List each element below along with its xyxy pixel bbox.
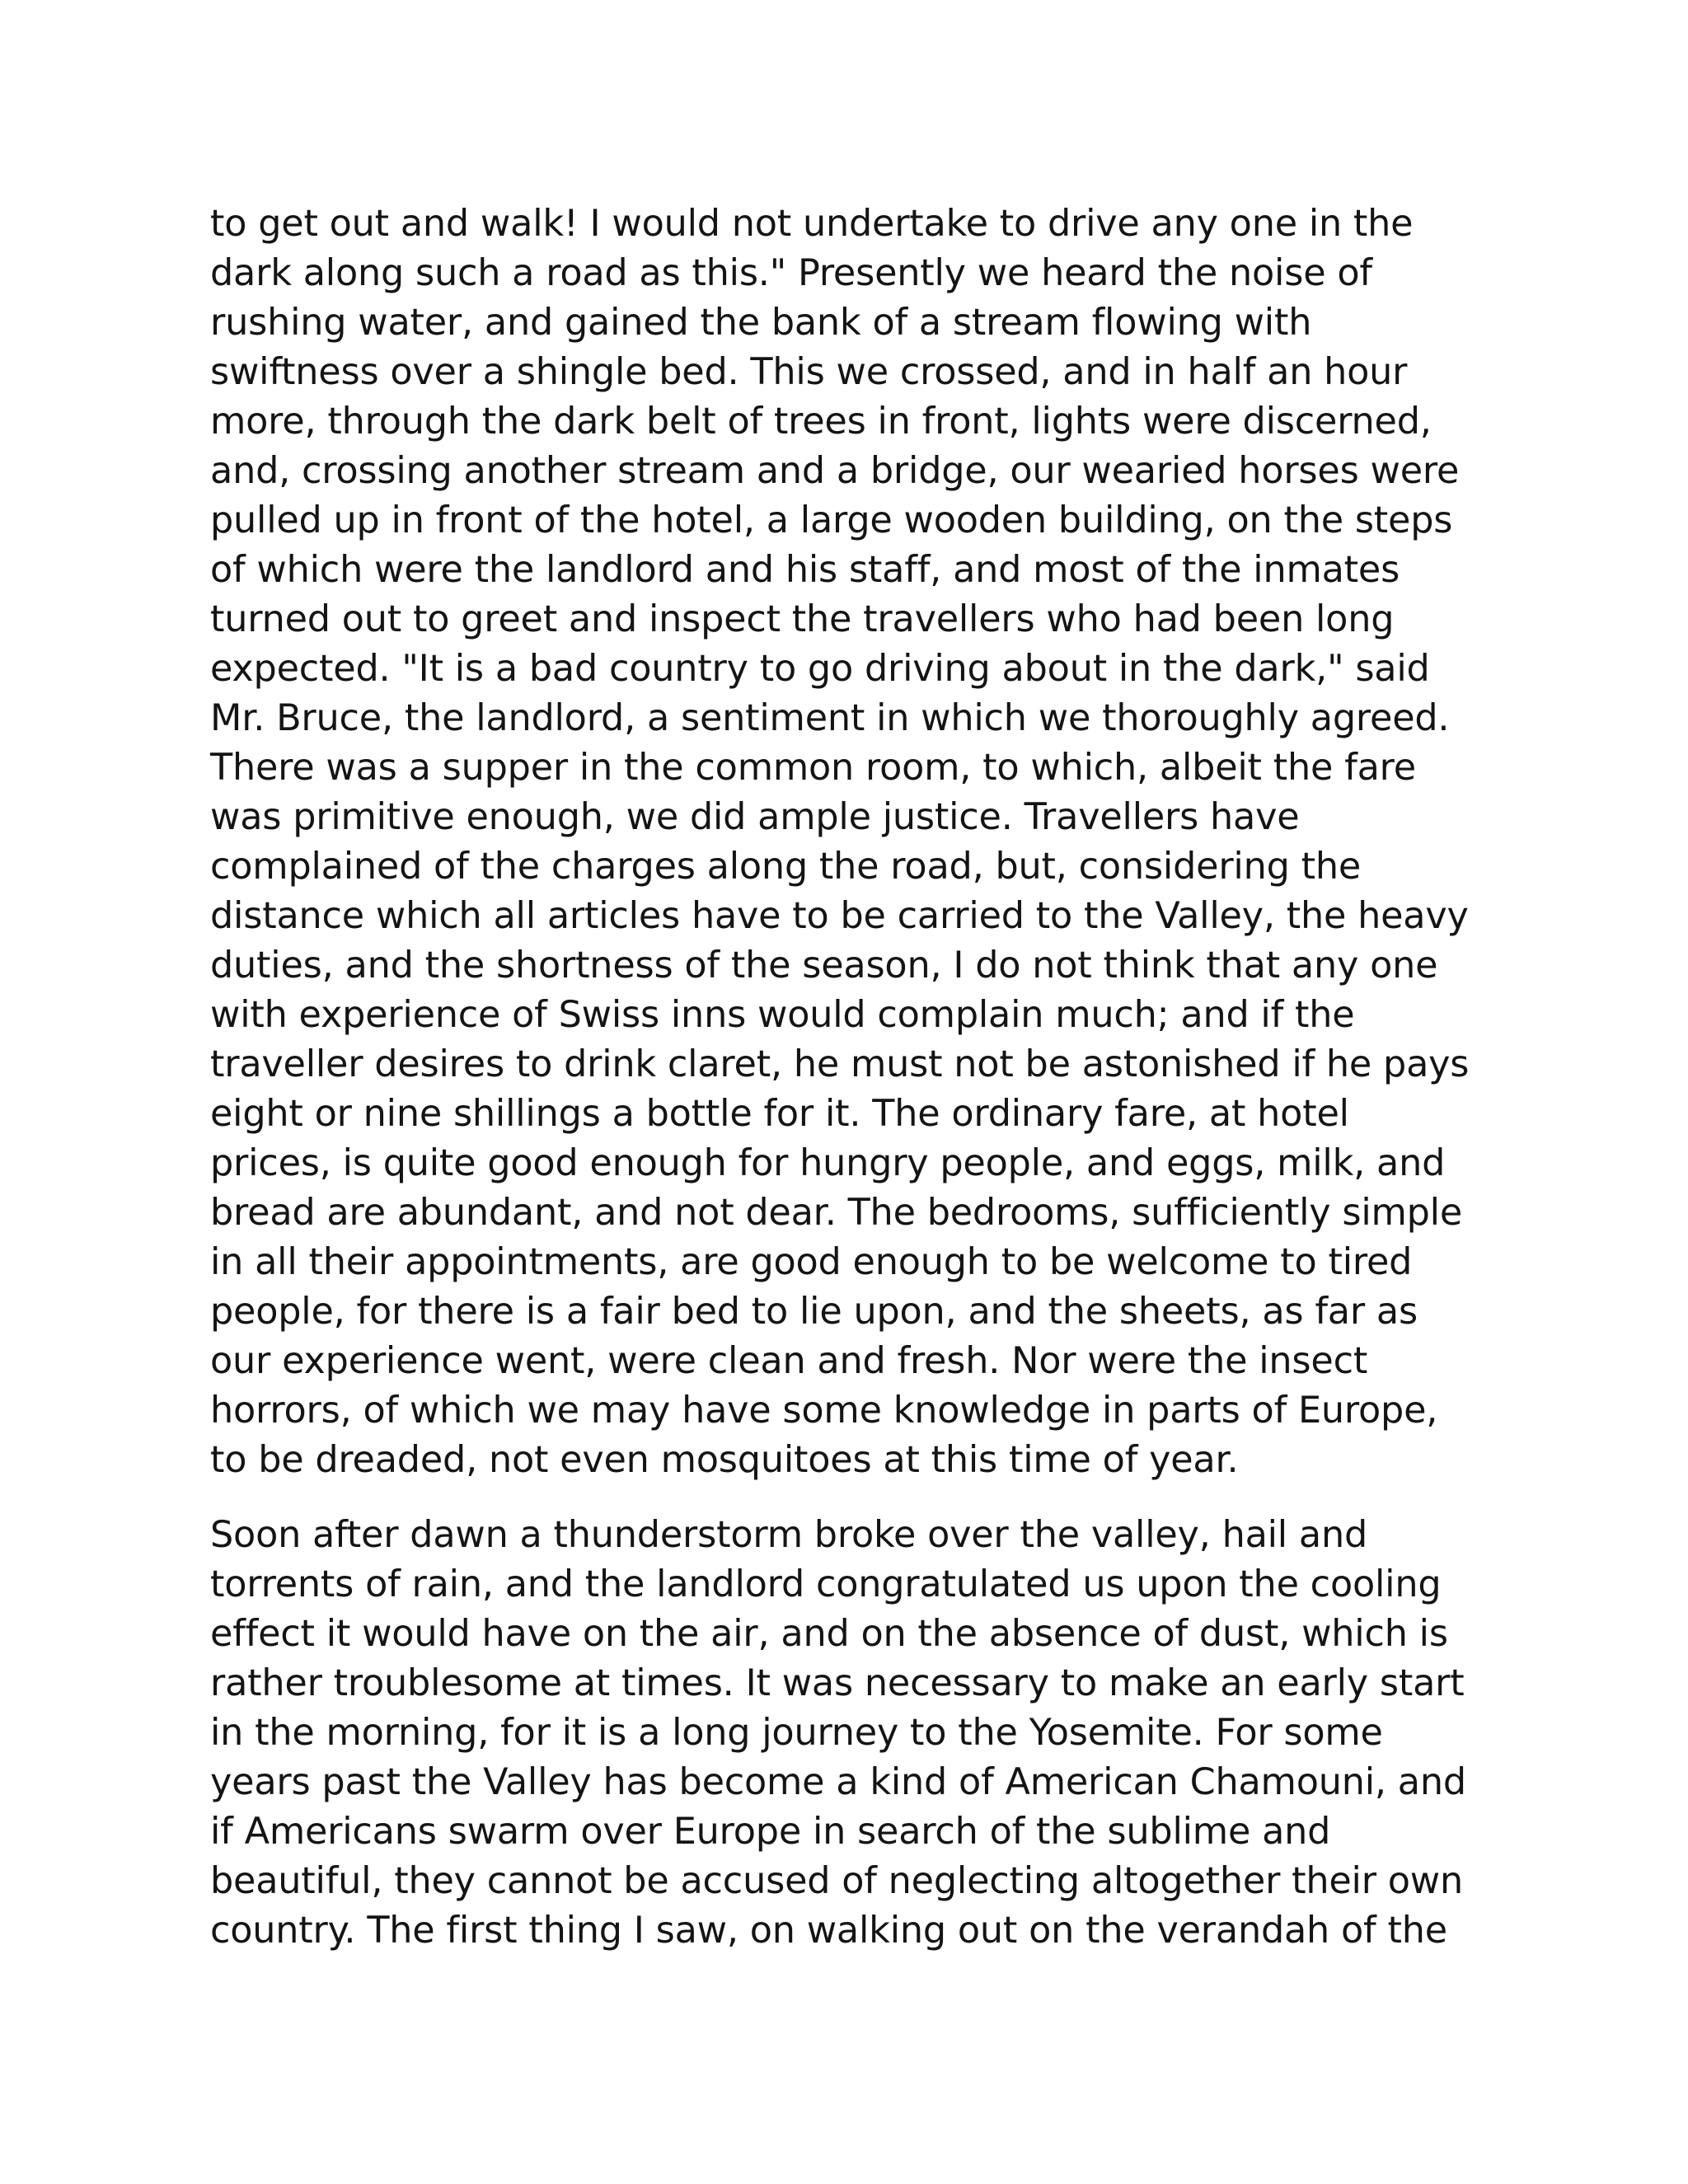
text-line: duties, and the shortness of the season, I do not think that any one — [210, 944, 1438, 987]
text-line: eight or nine shillings a bottle for it. The ordinary fare, at hotel — [210, 1093, 1349, 1135]
text-line: if Americans swarm over Europe in search of the sublime and — [210, 1811, 1331, 1853]
text-line: rather troublesome at times. It was necessary to make an early start — [210, 1662, 1465, 1704]
text-line: turned out to greet and inspect the travellers who had been long — [210, 598, 1395, 640]
text-line: with experience of Swiss inns would complain much; and if the — [210, 994, 1355, 1036]
text-line: torrents of rain, and the landlord congratulated us upon the cooling — [210, 1563, 1442, 1605]
text-line: expected. "It is a bad country to go driving about in the dark," said — [210, 648, 1430, 690]
text-line: distance which all articles have to be carried to the Valley, the heavy — [210, 895, 1469, 937]
text-line: people, for there is a fair bed to lie upon, and the sheets, as far as — [210, 1291, 1418, 1333]
text-line: of which were the landlord and his staff, and most of the inmates — [210, 549, 1400, 591]
text-line: country. The first thing I saw, on walking out on the verandah of the — [210, 1910, 1447, 1952]
text-line: swiftness over a shingle bed. This we crossed, and in half an hour — [210, 351, 1408, 393]
text-line: to get out and walk! I would not undertake to drive any one in the — [210, 203, 1414, 245]
text-line: our experience went, were clean and fresh. Nor were the insect — [210, 1340, 1368, 1382]
text-line: prices, is quite good enough for hungry people, and eggs, milk, and — [210, 1142, 1446, 1184]
text-line: There was a supper in the common room, to which, albeit the fare — [210, 747, 1416, 789]
text-line: bread are abundant, and not dear. The bedrooms, sufficiently simple — [210, 1192, 1463, 1234]
text-line: and, crossing another stream and a bridge, our wearied horses were — [210, 450, 1460, 492]
paragraph-2 — [210, 1511, 1496, 1956]
text-line: was primitive enough, we did ample justice. Travellers have — [210, 796, 1300, 838]
text-line: Soon after dawn a thunderstorm broke over the valley, hail and — [210, 1514, 1368, 1556]
text-line: beautiful, they cannot be accused of neglecting altogether their own — [210, 1860, 1463, 1902]
text-line: dark along such a road as this." Presently we heard the noise of — [210, 252, 1372, 294]
text-line: in the morning, for it is a long journey to the Yosemite. For some — [210, 1712, 1383, 1754]
text-line: to be dreaded, not even mosquitoes at this time of year. — [210, 1439, 1239, 1481]
text-line: in all their appointments, are good enough to be welcome to tired — [210, 1241, 1413, 1283]
text-line: years past the Valley has become a kind of American Chamouni, and — [210, 1761, 1466, 1803]
text-line: complained of the charges along the road, but, considering the — [210, 846, 1361, 888]
text-line: rushing water, and gained the bank of a stream flowing with — [210, 302, 1312, 344]
text-line: effect it would have on the air, and on the absence of dust, which is — [210, 1613, 1448, 1655]
text-line: Mr. Bruce, the landlord, a sentiment in which we thoroughly agreed. — [210, 697, 1450, 739]
paragraph-1 — [210, 199, 1496, 1485]
text-line: horrors, of which we may have some knowledge in parts of Europe, — [210, 1390, 1438, 1432]
text-line: traveller desires to drink claret, he must not be astonished if he pays — [210, 1043, 1470, 1085]
text-line: pulled up in front of the hotel, a large wooden building, on the steps — [210, 499, 1453, 541]
text-line: more, through the dark belt of trees in front, lights were discerned, — [210, 401, 1432, 443]
